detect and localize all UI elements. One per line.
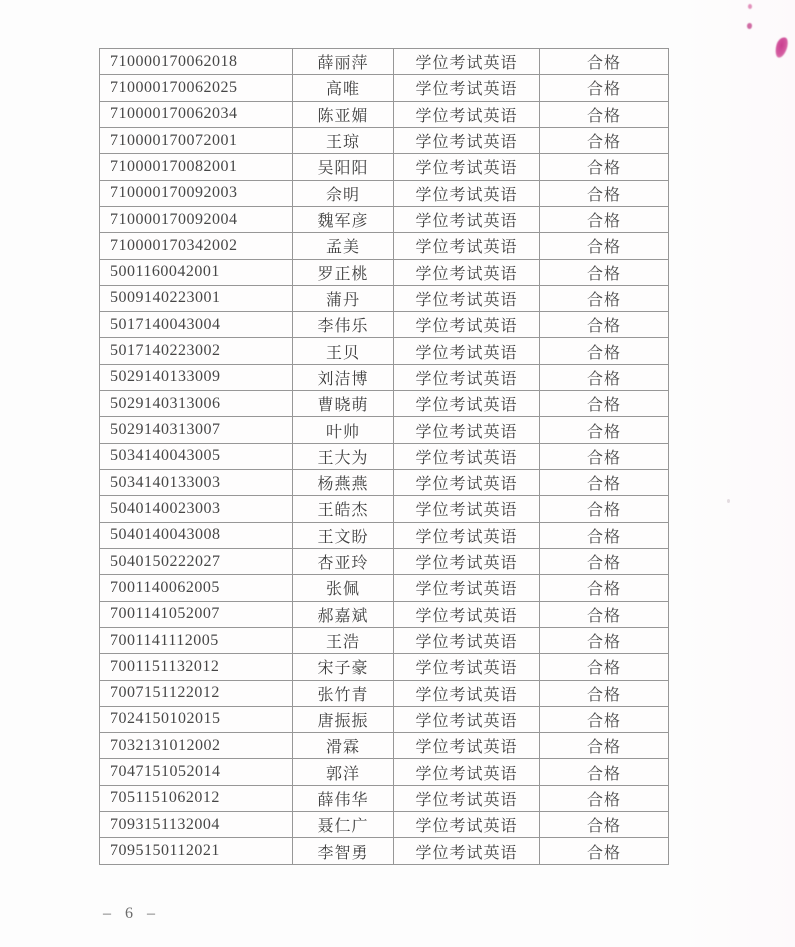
exam-result-cell: 合格 xyxy=(540,206,669,232)
student-name-cell: 王大为 xyxy=(293,443,394,469)
student-id-cell: 710000170062018 xyxy=(100,49,293,75)
exam-result-cell: 合格 xyxy=(540,180,669,206)
student-name-cell: 张竹青 xyxy=(293,680,394,706)
student-name-cell: 李智勇 xyxy=(293,838,394,865)
table-row xyxy=(100,206,669,232)
table-row xyxy=(100,312,669,338)
page-number: – 6 – xyxy=(103,905,160,922)
exam-result-cell: 合格 xyxy=(540,154,669,180)
student-id-cell: 7001141112005 xyxy=(100,627,293,653)
exam-subject-cell: 学位考试英语 xyxy=(394,417,540,443)
exam-result-cell: 合格 xyxy=(540,654,669,680)
table-row xyxy=(100,285,669,311)
exam-result-cell: 合格 xyxy=(540,364,669,390)
exam-results-table xyxy=(99,48,669,865)
student-id-cell: 5001160042001 xyxy=(100,259,293,285)
table-row xyxy=(100,496,669,522)
exam-result-cell: 合格 xyxy=(540,733,669,759)
table-row xyxy=(100,601,669,627)
student-id-cell: 710000170072001 xyxy=(100,127,293,153)
exam-subject-cell: 学位考试英语 xyxy=(394,706,540,732)
student-id-cell: 7007151122012 xyxy=(100,680,293,706)
table-row xyxy=(100,391,669,417)
exam-subject-cell: 学位考试英语 xyxy=(394,285,540,311)
table-row xyxy=(100,575,669,601)
exam-subject-cell: 学位考试英语 xyxy=(394,733,540,759)
table-row xyxy=(100,127,669,153)
exam-result-cell: 合格 xyxy=(540,496,669,522)
student-id-cell: 7024150102015 xyxy=(100,706,293,732)
student-name-cell: 魏军彦 xyxy=(293,206,394,232)
exam-subject-cell: 学位考试英语 xyxy=(394,49,540,75)
ink-speck-icon xyxy=(727,499,730,503)
table-row xyxy=(100,154,669,180)
exam-subject-cell: 学位考试英语 xyxy=(394,496,540,522)
student-name-cell: 王贝 xyxy=(293,338,394,364)
table-row xyxy=(100,838,669,865)
student-name-cell: 郝嘉斌 xyxy=(293,601,394,627)
exam-subject-cell: 学位考试英语 xyxy=(394,627,540,653)
student-name-cell: 叶帅 xyxy=(293,417,394,443)
exam-result-cell: 合格 xyxy=(540,759,669,785)
student-id-cell: 710000170092003 xyxy=(100,180,293,206)
table-row xyxy=(100,680,669,706)
student-name-cell: 王琼 xyxy=(293,127,394,153)
student-name-cell: 薛丽萍 xyxy=(293,49,394,75)
exam-subject-cell: 学位考试英语 xyxy=(394,154,540,180)
exam-result-cell: 合格 xyxy=(540,548,669,574)
exam-result-cell: 合格 xyxy=(540,312,669,338)
student-id-cell: 7001141052007 xyxy=(100,601,293,627)
student-id-cell: 5017140043004 xyxy=(100,312,293,338)
student-id-cell: 7051151062012 xyxy=(100,785,293,811)
exam-result-cell: 合格 xyxy=(540,575,669,601)
exam-subject-cell: 学位考试英语 xyxy=(394,654,540,680)
student-id-cell: 710000170062025 xyxy=(100,75,293,101)
exam-result-cell: 合格 xyxy=(540,443,669,469)
exam-results-table-body xyxy=(100,49,669,865)
student-id-cell: 5009140223001 xyxy=(100,285,293,311)
exam-subject-cell: 学位考试英语 xyxy=(394,101,540,127)
student-name-cell: 聂仁广 xyxy=(293,812,394,838)
student-name-cell: 曹晓萌 xyxy=(293,391,394,417)
student-id-cell: 5034140133003 xyxy=(100,470,293,496)
student-name-cell: 佘明 xyxy=(293,180,394,206)
student-id-cell: 5040140043008 xyxy=(100,522,293,548)
table-row xyxy=(100,654,669,680)
student-name-cell: 薛伟华 xyxy=(293,785,394,811)
student-name-cell: 刘洁博 xyxy=(293,364,394,390)
table-row xyxy=(100,812,669,838)
table-row xyxy=(100,627,669,653)
exam-subject-cell: 学位考试英语 xyxy=(394,364,540,390)
exam-subject-cell: 学位考试英语 xyxy=(394,75,540,101)
exam-subject-cell: 学位考试英语 xyxy=(394,259,540,285)
student-name-cell: 李伟乐 xyxy=(293,312,394,338)
table-row xyxy=(100,75,669,101)
student-name-cell: 陈亚媚 xyxy=(293,101,394,127)
exam-subject-cell: 学位考试英语 xyxy=(394,338,540,364)
exam-result-cell: 合格 xyxy=(540,101,669,127)
student-id-cell: 5029140133009 xyxy=(100,364,293,390)
exam-result-cell: 合格 xyxy=(540,127,669,153)
student-id-cell: 5040140023003 xyxy=(100,496,293,522)
exam-subject-cell: 学位考试英语 xyxy=(394,838,540,865)
table-row xyxy=(100,522,669,548)
student-name-cell: 宋子豪 xyxy=(293,654,394,680)
exam-result-cell: 合格 xyxy=(540,785,669,811)
table-row xyxy=(100,733,669,759)
student-id-cell: 5040150222027 xyxy=(100,548,293,574)
student-id-cell: 710000170092004 xyxy=(100,206,293,232)
table-row xyxy=(100,785,669,811)
exam-subject-cell: 学位考试英语 xyxy=(394,443,540,469)
exam-result-cell: 合格 xyxy=(540,470,669,496)
table-row xyxy=(100,706,669,732)
student-name-cell: 杨燕燕 xyxy=(293,470,394,496)
student-id-cell: 710000170342002 xyxy=(100,233,293,259)
exam-subject-cell: 学位考试英语 xyxy=(394,575,540,601)
exam-result-cell: 合格 xyxy=(540,522,669,548)
exam-result-cell: 合格 xyxy=(540,601,669,627)
exam-result-cell: 合格 xyxy=(540,417,669,443)
student-name-cell: 吴阳阳 xyxy=(293,154,394,180)
student-name-cell: 孟美 xyxy=(293,233,394,259)
exam-subject-cell: 学位考试英语 xyxy=(394,759,540,785)
table-row xyxy=(100,470,669,496)
exam-subject-cell: 学位考试英语 xyxy=(394,522,540,548)
exam-subject-cell: 学位考试英语 xyxy=(394,312,540,338)
student-id-cell: 7001151132012 xyxy=(100,654,293,680)
student-name-cell: 杏亚玲 xyxy=(293,548,394,574)
exam-result-cell: 合格 xyxy=(540,285,669,311)
student-name-cell: 王浩 xyxy=(293,627,394,653)
student-name-cell: 唐振振 xyxy=(293,706,394,732)
student-id-cell: 5034140043005 xyxy=(100,443,293,469)
exam-result-cell: 合格 xyxy=(540,259,669,285)
student-name-cell: 蒲丹 xyxy=(293,285,394,311)
student-id-cell: 710000170082001 xyxy=(100,154,293,180)
table-row xyxy=(100,548,669,574)
student-id-cell: 7095150112021 xyxy=(100,838,293,865)
exam-result-cell: 合格 xyxy=(540,706,669,732)
table-row xyxy=(100,180,669,206)
ink-smudge-dot-icon xyxy=(747,23,752,29)
exam-result-cell: 合格 xyxy=(540,391,669,417)
student-id-cell: 7032131012002 xyxy=(100,733,293,759)
exam-subject-cell: 学位考试英语 xyxy=(394,180,540,206)
student-name-cell: 滑霖 xyxy=(293,733,394,759)
student-id-cell: 710000170062034 xyxy=(100,101,293,127)
student-id-cell: 7047151052014 xyxy=(100,759,293,785)
table-row xyxy=(100,364,669,390)
student-name-cell: 王皓杰 xyxy=(293,496,394,522)
table-row xyxy=(100,417,669,443)
table-row xyxy=(100,259,669,285)
exam-subject-cell: 学位考试英语 xyxy=(394,233,540,259)
table-row xyxy=(100,49,669,75)
exam-result-cell: 合格 xyxy=(540,838,669,865)
student-id-cell: 5029140313006 xyxy=(100,391,293,417)
table-row xyxy=(100,443,669,469)
student-name-cell: 王文盼 xyxy=(293,522,394,548)
student-id-cell: 7001140062005 xyxy=(100,575,293,601)
table-row xyxy=(100,101,669,127)
student-id-cell: 5017140223002 xyxy=(100,338,293,364)
exam-result-cell: 合格 xyxy=(540,680,669,706)
student-name-cell: 郭洋 xyxy=(293,759,394,785)
exam-subject-cell: 学位考试英语 xyxy=(394,470,540,496)
exam-subject-cell: 学位考试英语 xyxy=(394,206,540,232)
student-name-cell: 高唯 xyxy=(293,75,394,101)
exam-subject-cell: 学位考试英语 xyxy=(394,601,540,627)
table-row xyxy=(100,338,669,364)
student-id-cell: 7093151132004 xyxy=(100,812,293,838)
exam-subject-cell: 学位考试英语 xyxy=(394,391,540,417)
exam-subject-cell: 学位考试英语 xyxy=(394,548,540,574)
exam-subject-cell: 学位考试英语 xyxy=(394,127,540,153)
exam-result-cell: 合格 xyxy=(540,627,669,653)
exam-result-cell: 合格 xyxy=(540,233,669,259)
student-name-cell: 张佩 xyxy=(293,575,394,601)
exam-result-cell: 合格 xyxy=(540,75,669,101)
student-id-cell: 5029140313007 xyxy=(100,417,293,443)
exam-result-cell: 合格 xyxy=(540,49,669,75)
student-name-cell: 罗正桃 xyxy=(293,259,394,285)
exam-subject-cell: 学位考试英语 xyxy=(394,680,540,706)
exam-result-cell: 合格 xyxy=(540,338,669,364)
exam-subject-cell: 学位考试英语 xyxy=(394,785,540,811)
table-row xyxy=(100,759,669,785)
ink-smudge-dot-icon xyxy=(748,4,752,9)
exam-result-cell: 合格 xyxy=(540,812,669,838)
ink-smudge-blob-icon xyxy=(774,36,790,59)
exam-subject-cell: 学位考试英语 xyxy=(394,812,540,838)
table-row xyxy=(100,233,669,259)
